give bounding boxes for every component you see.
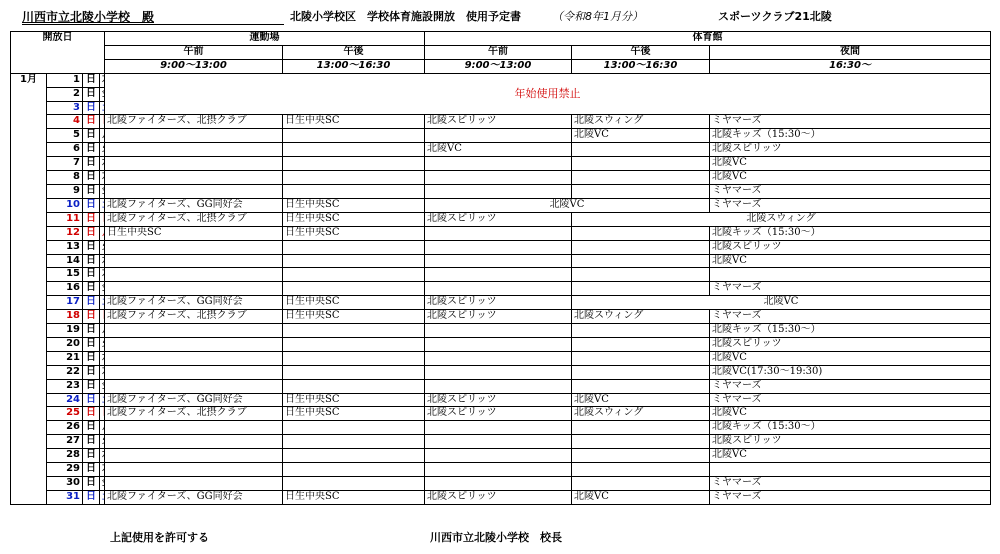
gym-pm-cell	[572, 463, 710, 477]
table-row	[11, 157, 991, 171]
gym-am-time: 9:00～13:00	[425, 59, 572, 73]
gym-am-cell	[425, 435, 572, 449]
period-label: （令和8年1月分）	[552, 10, 643, 23]
weekday	[100, 449, 105, 463]
gym-night-cell: ミヤマーズ	[710, 184, 991, 198]
day-suffix: 日	[83, 184, 100, 198]
day-number: 10	[47, 198, 83, 212]
addressee-underline	[22, 24, 284, 25]
weekday	[100, 463, 105, 477]
ground-pm-cell	[283, 282, 425, 296]
day-number: 9	[47, 184, 83, 198]
day-suffix: 日	[83, 490, 100, 504]
table-row	[11, 282, 991, 296]
day-number: 30	[47, 477, 83, 491]
gym-pm-cell	[572, 351, 710, 365]
day-number: 1	[47, 73, 83, 87]
day-number: 12	[47, 226, 83, 240]
table-row	[11, 115, 991, 129]
gym-am-cell: 北陵スピリッツ	[425, 310, 572, 324]
day-suffix: 日	[83, 351, 100, 365]
ground-am-cell	[105, 282, 283, 296]
day-suffix: 日	[83, 282, 100, 296]
weekday	[100, 184, 105, 198]
day-suffix: 日	[83, 463, 100, 477]
table-row	[11, 379, 991, 393]
gym-pm-cell	[572, 324, 710, 338]
day-number: 2	[47, 87, 83, 101]
day-number: 25	[47, 407, 83, 421]
weekday	[100, 268, 105, 282]
gym-night-cell: 北陵VC	[710, 407, 991, 421]
gym-night-cell: 北陵キッズ（15:30～）	[710, 129, 991, 143]
table-row	[11, 171, 991, 185]
day-number: 22	[47, 365, 83, 379]
weekday	[100, 435, 105, 449]
day-number: 8	[47, 171, 83, 185]
day-suffix: 日	[83, 143, 100, 157]
gym-night-cell: ミヤマーズ	[710, 393, 991, 407]
day-suffix: 日	[83, 87, 100, 101]
day-number: 31	[47, 490, 83, 504]
gym-night-cell: ミヤマーズ	[710, 379, 991, 393]
gym-am-pm-cell: 北陵VC	[425, 198, 710, 212]
day-number: 29	[47, 463, 83, 477]
permission-text: 上記使用を許可する	[110, 531, 209, 544]
schedule-table	[10, 31, 991, 505]
day-number: 20	[47, 337, 83, 351]
ground-pm-cell: 日生中央SC	[283, 310, 425, 324]
gym-night-cell: 北陵キッズ（15:30～）	[710, 421, 991, 435]
day-suffix: 日	[83, 310, 100, 324]
gym-night-cell: ミヤマーズ	[710, 490, 991, 504]
day-suffix: 日	[83, 296, 100, 310]
gym-pm-header: 午後	[572, 45, 710, 59]
ground-am-cell	[105, 449, 283, 463]
ground-pm-cell: 日生中央SC	[283, 226, 425, 240]
ground-pm-cell: 日生中央SC	[283, 407, 425, 421]
day-suffix: 日	[83, 157, 100, 171]
ground-pm-cell	[283, 254, 425, 268]
day-number: 6	[47, 143, 83, 157]
day-suffix: 日	[83, 115, 100, 129]
gym-header: 体育館	[425, 32, 991, 46]
gym-night-cell: 北陵スピリッツ	[710, 143, 991, 157]
gym-am-header: 午前	[425, 45, 572, 59]
ground-am-cell	[105, 171, 283, 185]
ground-pm-cell: 日生中央SC	[283, 212, 425, 226]
weekday	[100, 337, 105, 351]
day-suffix: 日	[83, 477, 100, 491]
weekday	[100, 240, 105, 254]
ground-am-cell	[105, 254, 283, 268]
ground-pm-cell	[283, 379, 425, 393]
gym-am-cell: 北陵VC	[425, 143, 572, 157]
gym-pm-cell	[572, 184, 710, 198]
weekday	[100, 87, 105, 101]
table-row	[11, 143, 991, 157]
ground-pm-header: 午後	[283, 45, 425, 59]
weekday	[100, 254, 105, 268]
ground-am-cell	[105, 337, 283, 351]
month-cell: 1月	[11, 73, 47, 504]
day-number: 28	[47, 449, 83, 463]
ground-am-cell	[105, 365, 283, 379]
ground-am-cell	[105, 129, 283, 143]
gym-night-header: 夜間	[710, 45, 991, 59]
gym-pm-cell	[572, 449, 710, 463]
ground-pm-cell: 日生中央SC	[283, 198, 425, 212]
day-suffix: 日	[83, 324, 100, 338]
table-row	[11, 184, 991, 198]
gym-night-cell: ミヤマーズ	[710, 477, 991, 491]
day-suffix: 日	[83, 268, 100, 282]
day-suffix: 日	[83, 421, 100, 435]
gym-am-cell	[425, 449, 572, 463]
table-row	[11, 435, 991, 449]
ground-pm-cell	[283, 365, 425, 379]
table-row	[11, 324, 991, 338]
holiday-note: 年始使用禁止	[105, 73, 991, 115]
ground-am-cell: 北陵ファイターズ、GG同好会	[105, 296, 283, 310]
gym-pm-cell: 北陵VC	[572, 490, 710, 504]
weekday	[100, 157, 105, 171]
ground-pm-cell	[283, 268, 425, 282]
ground-am-cell	[105, 463, 283, 477]
ground-pm-cell	[283, 435, 425, 449]
gym-am-cell: 北陵スピリッツ	[425, 490, 572, 504]
ground-am-cell	[105, 240, 283, 254]
ground-am-cell: 北陵ファイターズ、北摂クラブ	[105, 407, 283, 421]
table-row	[11, 365, 991, 379]
gym-night-cell: ミヤマーズ	[710, 115, 991, 129]
gym-pm-time: 13:00～16:30	[572, 59, 710, 73]
weekday	[100, 226, 105, 240]
ground-am-cell	[105, 143, 283, 157]
gym-pm-cell	[572, 477, 710, 491]
weekday	[100, 351, 105, 365]
table-row	[11, 240, 991, 254]
gym-am-cell	[425, 226, 572, 240]
table-row	[11, 296, 991, 310]
weekday	[100, 212, 105, 226]
gym-night-cell: ミヤマーズ	[710, 282, 991, 296]
ground-pm-cell	[283, 157, 425, 171]
weekday	[100, 143, 105, 157]
table-row	[11, 73, 991, 87]
table-row	[11, 212, 991, 226]
ground-pm-cell: 日生中央SC	[283, 296, 425, 310]
weekday	[100, 115, 105, 129]
day-number: 24	[47, 393, 83, 407]
gym-am-cell	[425, 268, 572, 282]
weekday	[100, 324, 105, 338]
table-row	[11, 254, 991, 268]
ground-am-cell	[105, 324, 283, 338]
gym-am-cell	[425, 379, 572, 393]
gym-pm-cell	[572, 435, 710, 449]
ground-am-cell: 北陵ファイターズ、GG同好会	[105, 490, 283, 504]
ground-am-cell	[105, 351, 283, 365]
ground-pm-time: 13:00～16:30	[283, 59, 425, 73]
gym-am-cell	[425, 129, 572, 143]
gym-pm-cell: 北陵スウィング	[572, 407, 710, 421]
gym-am-cell	[425, 254, 572, 268]
gym-night-cell: 北陵VC	[710, 171, 991, 185]
gym-night-cell	[710, 268, 991, 282]
gym-am-cell	[425, 421, 572, 435]
gym-am-cell	[425, 337, 572, 351]
gym-pm-cell	[572, 365, 710, 379]
ground-am-cell	[105, 435, 283, 449]
gym-am-cell	[425, 171, 572, 185]
gym-night-cell: ミヤマーズ	[710, 198, 991, 212]
table-row	[11, 226, 991, 240]
day-suffix: 日	[83, 407, 100, 421]
day-number: 15	[47, 268, 83, 282]
ground-pm-cell	[283, 143, 425, 157]
gym-pm-cell	[572, 240, 710, 254]
ground-am-cell: 北陵ファイターズ、北摂クラブ	[105, 310, 283, 324]
gym-night-cell: 北陵VC	[710, 449, 991, 463]
ground-pm-cell	[283, 449, 425, 463]
principal-signature: 川西市立北陵小学校 校長	[430, 531, 562, 544]
day-suffix: 日	[83, 393, 100, 407]
weekday	[100, 407, 105, 421]
day-number: 27	[47, 435, 83, 449]
gym-night-cell: 北陵VC	[710, 157, 991, 171]
ground-pm-cell	[283, 463, 425, 477]
ground-am-cell: 北陵ファイターズ、GG同好会	[105, 393, 283, 407]
gym-night-cell: 北陵VC	[710, 254, 991, 268]
gym-am-cell	[425, 157, 572, 171]
table-row	[11, 463, 991, 477]
ground-pm-cell	[283, 337, 425, 351]
gym-am-cell: 北陵スピリッツ	[425, 212, 572, 226]
gym-night-cell: 北陵スピリッツ	[710, 240, 991, 254]
gym-am-cell	[425, 463, 572, 477]
addressee: 川西市立北陵小学校 殿	[22, 10, 155, 24]
gym-am-cell	[425, 184, 572, 198]
gym-pm-cell	[572, 421, 710, 435]
ground-header: 運動場	[105, 32, 425, 46]
day-number: 4	[47, 115, 83, 129]
day-suffix: 日	[83, 198, 100, 212]
ground-pm-cell: 日生中央SC	[283, 393, 425, 407]
ground-pm-cell	[283, 324, 425, 338]
ground-am-cell	[105, 157, 283, 171]
gym-am-cell	[425, 282, 572, 296]
table-row	[11, 421, 991, 435]
weekday	[100, 379, 105, 393]
table-row	[11, 129, 991, 143]
gym-night-cell: 北陵キッズ（15:30～）	[710, 226, 991, 240]
day-suffix: 日	[83, 379, 100, 393]
day-number: 13	[47, 240, 83, 254]
gym-pm-cell	[572, 226, 710, 240]
day-number: 23	[47, 379, 83, 393]
gym-am-cell	[425, 324, 572, 338]
gym-pm-cell: 北陵VC	[572, 129, 710, 143]
ground-pm-cell	[283, 421, 425, 435]
ground-pm-cell	[283, 129, 425, 143]
weekday	[100, 198, 105, 212]
gym-pm-cell: 北陵スウィング	[572, 310, 710, 324]
day-suffix: 日	[83, 101, 100, 115]
ground-pm-cell	[283, 240, 425, 254]
gym-am-cell: 北陵スピリッツ	[425, 407, 572, 421]
gym-am-cell: 北陵スピリッツ	[425, 393, 572, 407]
gym-am-cell: 北陵スピリッツ	[425, 296, 572, 310]
gym-am-cell	[425, 240, 572, 254]
ground-am-cell: 北陵ファイターズ、GG同好会	[105, 198, 283, 212]
day-suffix: 日	[83, 240, 100, 254]
weekday	[100, 171, 105, 185]
table-row	[11, 407, 991, 421]
weekday	[100, 365, 105, 379]
gym-night-cell: 北陵キッズ（15:30～）	[710, 324, 991, 338]
gym-am-cell	[425, 351, 572, 365]
gym-pm-cell	[572, 143, 710, 157]
day-suffix: 日	[83, 365, 100, 379]
day-suffix: 日	[83, 212, 100, 226]
document-title: 北陵小学校区 学校体育施設開放 使用予定書	[290, 10, 521, 23]
ground-pm-cell: 日生中央SC	[283, 490, 425, 504]
weekday	[100, 393, 105, 407]
weekday	[100, 490, 105, 504]
gym-pm-cell: 北陵スウィング	[572, 115, 710, 129]
day-suffix: 日	[83, 129, 100, 143]
gym-pm-cell	[572, 282, 710, 296]
gym-am-cell	[425, 365, 572, 379]
day-number: 7	[47, 157, 83, 171]
gym-night-cell: 北陵スピリッツ	[710, 435, 991, 449]
ground-pm-cell: 日生中央SC	[283, 115, 425, 129]
day-suffix: 日	[83, 226, 100, 240]
gym-pm-cell	[572, 268, 710, 282]
ground-am-cell: 北陵ファイターズ、北摂クラブ	[105, 212, 283, 226]
ground-am-cell: 日生中央SC	[105, 226, 283, 240]
day-suffix: 日	[83, 337, 100, 351]
gym-pm-night-cell: 北陵スウィング	[572, 212, 991, 226]
table-row	[11, 477, 991, 491]
ground-am-cell	[105, 184, 283, 198]
open-day-header: 開放日	[11, 32, 105, 74]
table-row	[11, 337, 991, 351]
ground-pm-cell	[283, 477, 425, 491]
weekday	[100, 73, 105, 87]
day-suffix: 日	[83, 449, 100, 463]
table-row	[11, 351, 991, 365]
day-number: 5	[47, 129, 83, 143]
gym-night-cell: ミヤマーズ	[710, 310, 991, 324]
ground-am-time: 9:00～13:00	[105, 59, 283, 73]
weekday	[100, 477, 105, 491]
ground-am-cell	[105, 379, 283, 393]
table-row	[11, 198, 991, 212]
gym-am-cell: 北陵スピリッツ	[425, 115, 572, 129]
table-row	[11, 490, 991, 504]
club-name: スポーツクラブ21北陵	[718, 10, 832, 23]
day-number: 21	[47, 351, 83, 365]
weekday	[100, 282, 105, 296]
weekday	[100, 421, 105, 435]
day-number: 19	[47, 324, 83, 338]
day-number: 14	[47, 254, 83, 268]
gym-pm-cell	[572, 379, 710, 393]
day-suffix: 日	[83, 73, 100, 87]
day-number: 26	[47, 421, 83, 435]
ground-am-cell: 北陵ファイターズ、北摂クラブ	[105, 115, 283, 129]
ground-am-header: 午前	[105, 45, 283, 59]
ground-am-cell	[105, 421, 283, 435]
day-number: 18	[47, 310, 83, 324]
gym-night-cell: 北陵VC(17:30～19:30)	[710, 365, 991, 379]
weekday	[100, 101, 105, 115]
gym-night-cell: 北陵スピリッツ	[710, 337, 991, 351]
day-suffix: 日	[83, 435, 100, 449]
day-number: 3	[47, 101, 83, 115]
day-suffix: 日	[83, 171, 100, 185]
ground-am-cell	[105, 268, 283, 282]
weekday	[100, 129, 105, 143]
gym-pm-cell	[572, 254, 710, 268]
table-row	[11, 310, 991, 324]
gym-pm-night-cell: 北陵VC	[572, 296, 991, 310]
weekday	[100, 310, 105, 324]
day-number: 16	[47, 282, 83, 296]
gym-night-cell	[710, 463, 991, 477]
gym-pm-cell	[572, 157, 710, 171]
table-row	[11, 268, 991, 282]
weekday	[100, 296, 105, 310]
ground-pm-cell	[283, 184, 425, 198]
table-row	[11, 449, 991, 463]
day-number: 11	[47, 212, 83, 226]
gym-am-cell	[425, 477, 572, 491]
ground-am-cell	[105, 477, 283, 491]
day-number: 17	[47, 296, 83, 310]
day-suffix: 日	[83, 254, 100, 268]
gym-pm-cell	[572, 171, 710, 185]
gym-night-cell: 北陵VC	[710, 351, 991, 365]
gym-night-time: 16:30～	[710, 59, 991, 73]
gym-pm-cell	[572, 337, 710, 351]
ground-pm-cell	[283, 171, 425, 185]
gym-pm-cell: 北陵VC	[572, 393, 710, 407]
ground-pm-cell	[283, 351, 425, 365]
table-row	[11, 393, 991, 407]
